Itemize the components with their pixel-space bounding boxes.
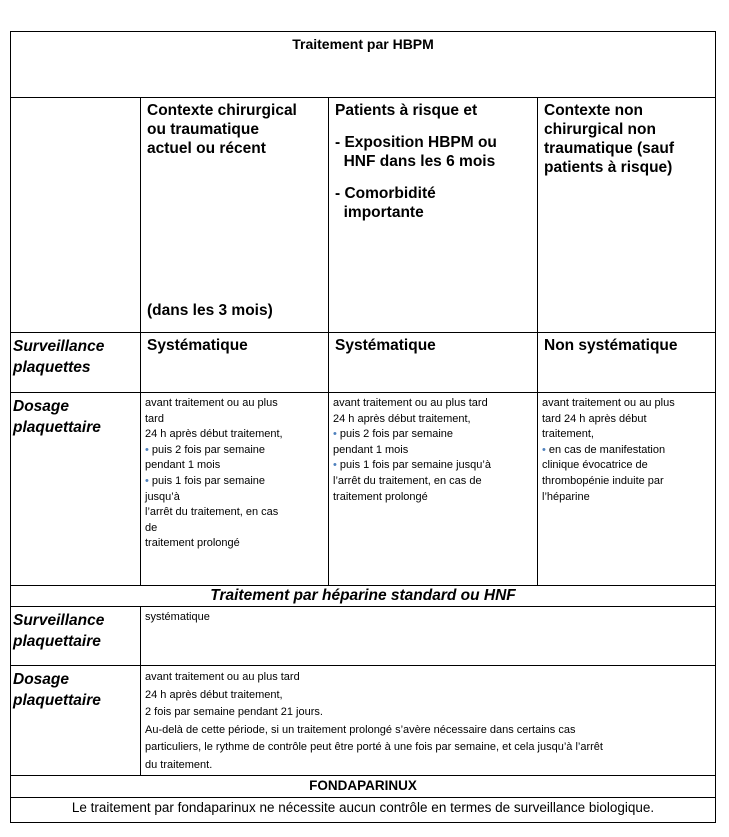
text-line: pendant 1 mois: [145, 459, 221, 472]
text-line: Surveillance: [13, 338, 105, 355]
text-line: plaquettaire: [13, 419, 101, 436]
text-line: avant traitement ou au plus tard: [145, 671, 300, 683]
text-line: ou traumatique: [147, 121, 259, 138]
text-line: l’héparine: [542, 490, 590, 503]
empty-cell: [11, 98, 141, 333]
text-line: clinique évocatrice de: [542, 459, 648, 472]
fonda-title: FONDAPARINUX: [11, 776, 716, 798]
bullet-icon: •: [542, 443, 546, 456]
fonda-text: Le traitement par fondaparinux ne nécessite aucun contrôle en termes de surveillance biologique.: [11, 798, 716, 823]
context-non-surgical: [538, 98, 716, 333]
text-line: 24 h après début traitement,: [333, 412, 471, 425]
bullet-icon: •: [333, 459, 337, 472]
hnf-dosage: [141, 666, 716, 776]
text-line: tard: [145, 412, 164, 425]
dosage-cell: [329, 393, 538, 586]
risk-title: Patients à risque et: [335, 102, 478, 119]
text-line: pendant 1 mois: [333, 443, 409, 456]
text-line: du traitement.: [145, 758, 213, 771]
row-label-surveillance: [11, 333, 141, 393]
text-line: 24 h après début traitement,: [145, 428, 283, 441]
text-line: plaquettaire: [13, 692, 101, 709]
text-line: traumatique (sauf: [544, 140, 675, 157]
text-line: traitement prolongé: [333, 490, 428, 503]
text-line: de: [145, 521, 158, 534]
text-line: • puis 2 fois par semaine: [333, 428, 454, 441]
row-label-dosage: [11, 393, 141, 586]
text-line: Surveillance: [13, 612, 105, 629]
context-surgical-note: (dans les 3 mois): [147, 302, 273, 319]
bullet-icon: •: [145, 474, 149, 487]
context-surgical: [141, 98, 329, 333]
text-line: chirurgical non: [544, 121, 656, 138]
text-line: plaquettes: [13, 359, 91, 376]
hnf-surveillance: systématique: [141, 607, 716, 666]
text-line: 2 fois par semaine pendant 21 jours.: [145, 706, 323, 718]
text-line: jusqu’à: [145, 490, 180, 503]
text-line: patients à risque): [544, 159, 673, 176]
dosage-cell: [141, 393, 329, 586]
text-line: actuel ou récent: [147, 140, 266, 157]
text-line: Au-delà de cette période, si un traitement prolongé s’avère nécessaire dans certains cas: [145, 723, 576, 736]
context-risk: [329, 98, 538, 333]
bullet-icon: •: [145, 443, 149, 456]
bullet-icon: •: [333, 428, 337, 441]
text-line: Contexte chirurgical: [147, 102, 297, 119]
text-line: • en cas de manifestation: [542, 443, 666, 456]
surveillance-cell: Non systématique: [538, 333, 716, 393]
text-line: avant traitement ou au plus tard: [333, 397, 488, 409]
row-label-dosage: [11, 666, 141, 776]
text-line: Dosage: [13, 398, 69, 415]
risk-item: - Exposition HBPM ou HNF dans les 6 mois: [335, 134, 497, 170]
text-line: avant traitement ou au plus: [542, 397, 675, 409]
text-line: avant traitement ou au plus: [145, 397, 278, 409]
text-line: • puis 1 fois par semaine jusqu’à: [333, 459, 491, 472]
text-line: Contexte non: [544, 102, 644, 119]
text-line: plaquettaire: [13, 633, 101, 650]
text-line: tard 24 h après début: [542, 412, 647, 425]
text-line: l’arrêt du traitement, en cas de: [333, 474, 482, 487]
text-line: traitement,: [542, 428, 594, 441]
text-line: 24 h après début traitement,: [145, 688, 283, 701]
dosage-cell: [538, 393, 716, 586]
risk-item: - Comorbidité importante: [335, 185, 436, 221]
text-line: particuliers, le rythme de contrôle peut être porté à une fois par semaine, et cela jusqu’à l’arrêt: [145, 741, 603, 753]
surveillance-cell: Systématique: [141, 333, 329, 393]
text-line: l’arrêt du traitement, en cas: [145, 506, 279, 519]
text-line: Dosage: [13, 671, 69, 688]
text-line: • puis 2 fois par semaine: [145, 443, 266, 456]
text-line: thrombopénie induite par: [542, 474, 664, 487]
surveillance-cell: Systématique: [329, 333, 538, 393]
monitoring-table: [10, 31, 716, 823]
hnf-title: Traitement par héparine standard ou HNF: [11, 586, 716, 607]
text-line: • puis 1 fois par semaine: [145, 474, 266, 487]
row-label-surveillance: [11, 607, 141, 666]
hbpm-title: Traitement par HBPM: [11, 32, 716, 98]
text-line: traitement prolongé: [145, 537, 240, 550]
